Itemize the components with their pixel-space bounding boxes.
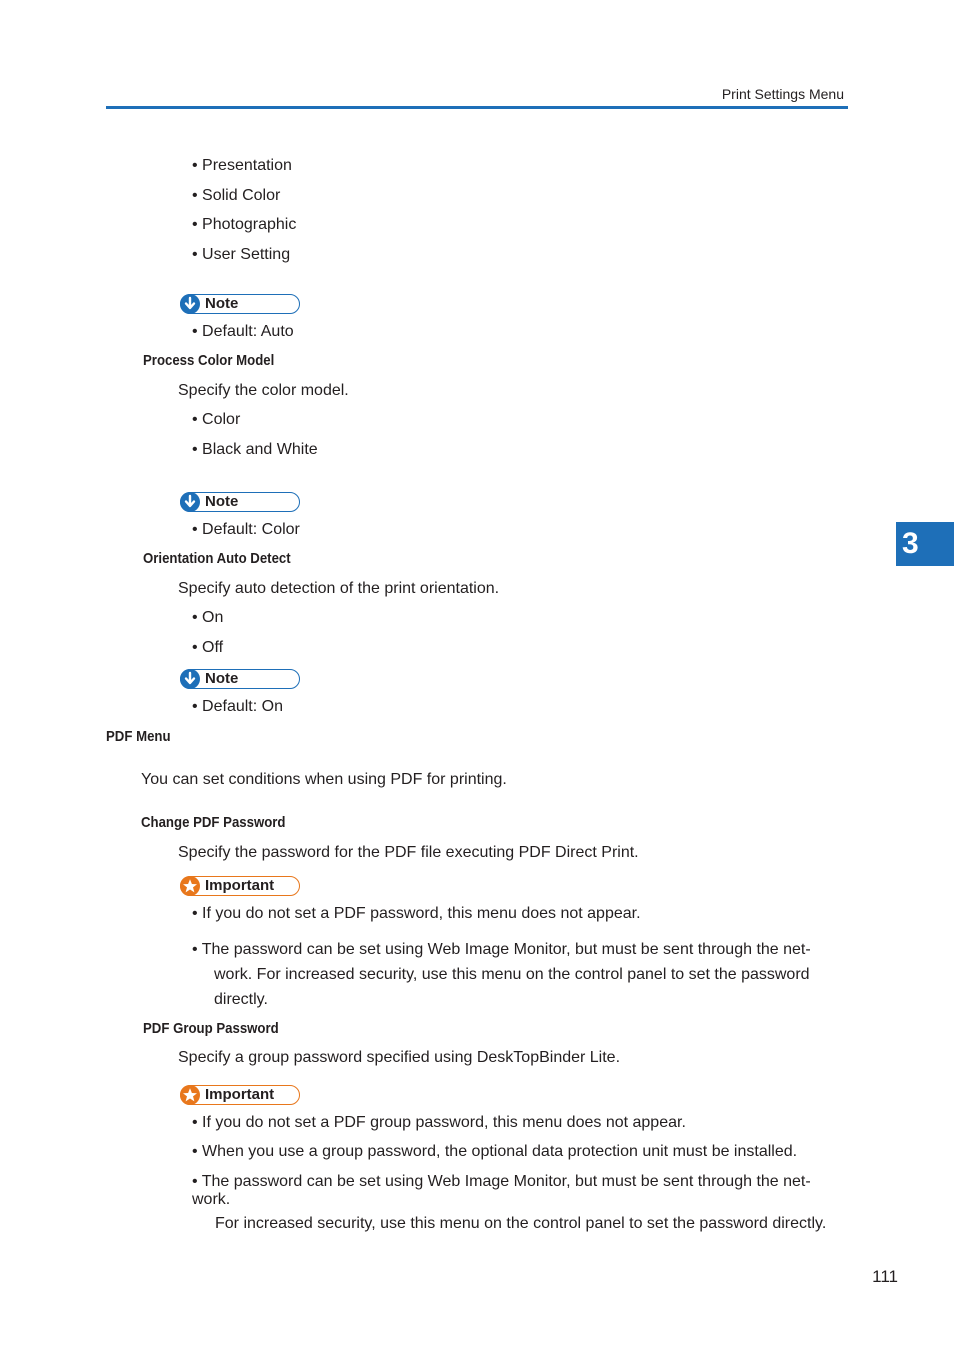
- note-label: [180, 294, 300, 314]
- important-item: • The password can be set using Web Image Monitor, but must be sent through the net-: [192, 1173, 811, 1190]
- note-label-text: Note: [205, 670, 239, 687]
- section-heading-major: PDF Menu: [106, 728, 171, 745]
- important-item-continued: For increased security, use this menu on the control panel to set the password directly.: [215, 1215, 827, 1232]
- list-item: • Solid Color: [192, 187, 281, 204]
- important-item-continued: work.: [192, 1191, 231, 1208]
- section-description: You can set conditions when using PDF for printing.: [141, 771, 507, 788]
- section-description: Specify the password for the PDF file executing PDF Direct Print.: [178, 844, 639, 861]
- down-arrow-icon: [179, 668, 201, 690]
- header-rule: [106, 106, 848, 109]
- list-item: • Photographic: [192, 216, 297, 233]
- important-label: [180, 1085, 300, 1105]
- note-item: • Default: On: [192, 698, 283, 715]
- down-arrow-icon: [179, 491, 201, 513]
- important-label-text: Important: [205, 877, 275, 894]
- section-heading: Change PDF Password: [141, 814, 286, 831]
- list-item: • User Setting: [192, 246, 291, 263]
- star-icon: [179, 875, 201, 897]
- important-item: • If you do not set a PDF group password, this menu does not appear.: [192, 1114, 686, 1131]
- section-description: Specify the color model.: [178, 382, 349, 399]
- list-item: • Off: [192, 639, 224, 656]
- list-item: • On: [192, 609, 224, 626]
- list-item: • Color: [192, 411, 241, 428]
- important-item: • When you use a group password, the optional data protection unit must be installed.: [192, 1143, 798, 1160]
- page-number: 111: [872, 1267, 898, 1286]
- section-heading: Orientation Auto Detect: [143, 550, 291, 567]
- note-label: [180, 492, 300, 512]
- important-label: [180, 876, 300, 896]
- important-item-continued: directly.: [214, 991, 268, 1008]
- note-item: • Default: Color: [192, 521, 300, 538]
- section-heading: PDF Group Password: [143, 1020, 279, 1037]
- header-title: Print Settings Menu: [721, 86, 844, 102]
- important-item: • If you do not set a PDF password, this menu does not appear.: [192, 905, 641, 922]
- chapter-number: 3: [902, 527, 919, 560]
- important-item: • The password can be set using Web Image Monitor, but must be sent through the net-: [192, 941, 811, 958]
- important-item-continued: work. For increased security, use this menu on the control panel to set the password: [214, 966, 810, 983]
- note-label-text: Note: [205, 493, 239, 510]
- chapter-tab: [896, 522, 954, 566]
- section-description: Specify a group password specified using DeskTopBinder Lite.: [178, 1049, 621, 1066]
- section-heading: Process Color Model: [143, 352, 275, 369]
- section-description: Specify auto detection of the print orientation.: [178, 580, 500, 597]
- down-arrow-icon: [179, 293, 201, 315]
- note-label: [180, 669, 300, 689]
- star-icon: [179, 1084, 201, 1106]
- list-item: • Presentation: [192, 157, 292, 174]
- note-item: • Default: Auto: [192, 323, 294, 340]
- list-item: • Black and White: [192, 441, 318, 458]
- note-label-text: Note: [205, 295, 239, 312]
- important-label-text: Important: [205, 1086, 275, 1103]
